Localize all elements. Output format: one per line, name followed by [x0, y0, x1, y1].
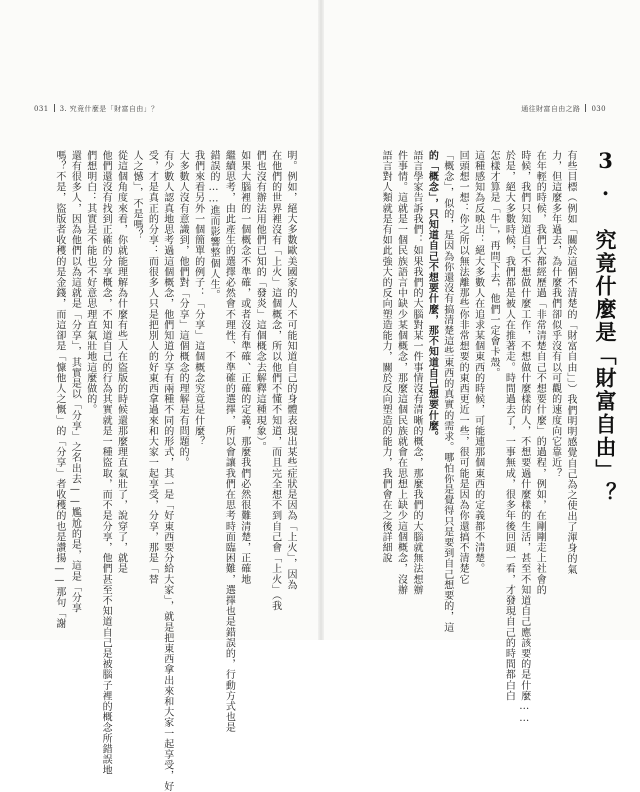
text-line: 「概念」，似的，是因為你還沒有搞清楚這些東西的真實的需求。哪怕你是覺得只是要到自己想要的，這 — [441, 150, 453, 633]
text-line: 件事情。這就是一個民族語言中缺少某個概念，那麼這個民族就會在思想上缺少這個概念，沒辦 — [395, 150, 407, 596]
divider — [585, 104, 586, 112]
text-line: 時候，我們只知道自己不想做什麼工作，不想做什麼樣的人，不想要過什麼樣的生活，甚至不知道自己應該要的是什麼…… — [518, 150, 530, 725]
right-page-number: 030 — [591, 105, 606, 113]
text-line: 明。例如，絕大多數歐美國家的人不可能知道自己的身體表現出某些症狀是因為「上火」，因為 — [285, 150, 296, 591]
text-line: 在他們的世界裡沒有「上火」這個概念，所以他們不懂不知道，而且完全想不到自己會「上火」（我 — [269, 150, 281, 612]
text-line: 回頭想一想：你之所以無法離那些你非常想要的東西更近一些，很可能是因為你還搞不清楚它 — [457, 150, 469, 585]
text-line: 於是，絕大多數時候，我們都是被人在推著走。時間過去了，一事無成，很多年後回頭一看，才發現自己的時間都白白 — [503, 150, 515, 702]
text-line: 有些目標（例如「關於這個不清楚的「財富自由」」）我們明明感覺自己為之使出了渾身的氣 — [565, 150, 576, 575]
left-page-body — [52, 150, 299, 792]
text-line: 語言學家告訴我們：如果我們的大腦對某一件事情沒有清晰的概念，那麼我們的大腦就無法想辦 — [410, 150, 422, 596]
text-line: 這種感知為反映出：絕大多數人在追求某個東西的時候，可能連那個東西的定義都不清楚。 — [472, 150, 484, 574]
text-line: 嗎？不是，盜版者收穫的是金錢，而這卻是「慷他人之慨」的「分享」者收穫的也是讚揚——那句「謝 — [53, 150, 65, 629]
text-line: 我們來看另外一個簡單的例子：「分享」這個概念究竟是什麼？ — [192, 150, 204, 447]
text-line: 在年輕的時候，我們大都經歷過「非常清楚自己不想要什麼」的過程，例如，在剛剛走上社會的 — [534, 150, 546, 596]
text-line: 怎樣才算是「牛」，再問下去，他們一定會卡殼。 — [487, 150, 499, 379]
text-line: 有少數人認真地思考過這個概念，他們知道分享有兩種不同的形式，其一是「好東西要分給大家」，就是把東西拿出來和大家一起享受，好 — [161, 150, 173, 792]
emphasis-line: 的「概念」，只知道自己不想要什麼，那不知道自己想要什麼。 — [426, 150, 438, 442]
page-gutter — [318, 0, 324, 640]
right-page-body — [378, 150, 578, 725]
divider — [54, 104, 55, 112]
right-running-title: 通往財富自由之路 — [521, 105, 581, 113]
text-line: 人之憾」，不是嗎？ — [130, 150, 142, 241]
left-running-head — [34, 104, 158, 114]
text-line: 錯誤的……進而影響整個人生。 — [207, 150, 219, 301]
text-line: 力，但這麼多年過去，為什麼我們卻似乎沒有以可觀的速度向它靠近？ — [549, 150, 561, 479]
text-line: 語言對人類就是有如此強大的反向塑造能力，關於反向塑造的能力，我們會在之後詳細說 — [380, 150, 392, 564]
left-running-title: 3. 究竟什麼是「財富自由」？ — [59, 105, 159, 113]
text-line: 如果大腦裡的一個概念不準確，或者沒有準確、正確的定義，那麼我們必然很難清楚，正確地 — [238, 150, 250, 585]
text-line: 還有很多人，因為他們以為這就是「分享」，其實是以「分享」之名出去——尷尬的是，這是「分享 — [69, 150, 81, 614]
left-page-number: 031 — [34, 105, 49, 113]
text-line: 們也沒有辦法用他們已知的「發炎」這個概念去解釋這種現象）。 — [254, 150, 266, 453]
right-running-head — [521, 104, 606, 114]
text-line: 從這個角度來看，你就能理解為什麼有些人在盜版的時候還那麼理直氣壯了，說穿了，就是 — [115, 150, 127, 574]
text-line: 受，才是真正的分享：而很多人只是把別人的好東西拿過來和大家一起享受，分享，那是「替 — [146, 150, 158, 585]
text-line: 繼續思考，由此產生的選擇必然會不理性、不準確的選擇，所以會讓我們在思考時面臨困難，選擇也是錯誤的，行動方式也是 — [223, 150, 235, 733]
text-line: 他們還沒有找到正確的分享概念，不知道自己的行為其實就是一種盜取，而不是分享，他們甚至不知道自己是被腦子裡的概念所錯誤地 — [100, 150, 112, 776]
chapter-title: 3. 究竟什麼是「財富自由」？ — [593, 148, 618, 505]
text-line: 們想明白：其實是不能也不好意思理直氣壯地這麼做的。 — [84, 150, 96, 415]
text-line: 大多數人沒有意識到，他們對「分享」這個概念的理解是有問題的。 — [177, 150, 189, 468]
